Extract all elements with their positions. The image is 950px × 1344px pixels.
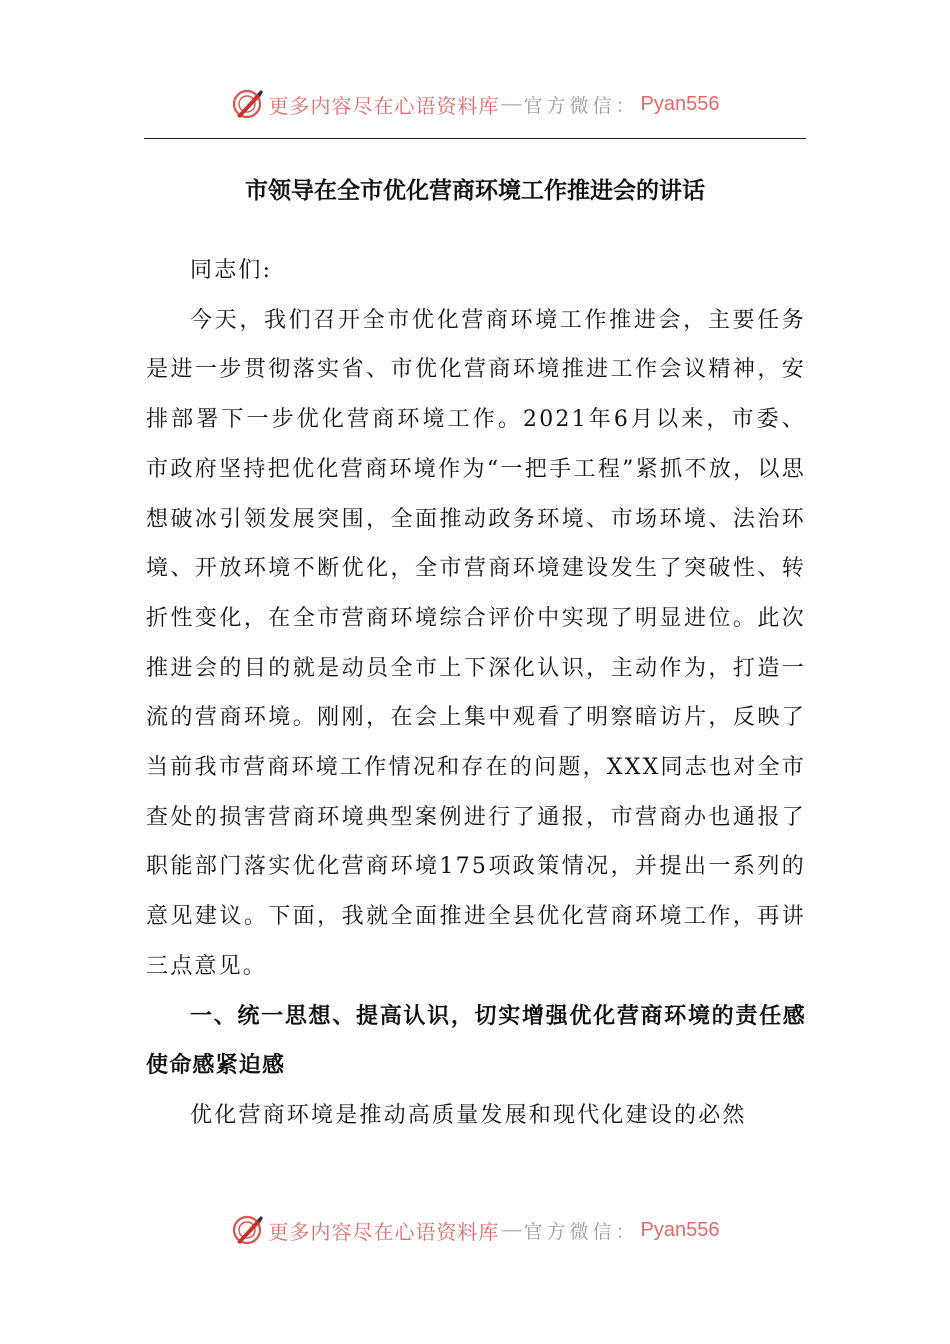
- pen-logo-icon: [231, 87, 265, 121]
- pen-logo-icon: [231, 1213, 265, 1247]
- header-divider: [144, 138, 806, 139]
- document-body: [146, 246, 806, 1141]
- paragraph-2: 优化营商环境是推动高质量发展和现代化建设的必然: [190, 1102, 747, 1128]
- banner-dash: —: [501, 92, 522, 115]
- banner-wechat-id: Pyan556: [640, 92, 720, 115]
- banner-text: 更多内容尽在心语资料库: [268, 93, 500, 118]
- banner-text: 更多内容尽在心语资料库: [268, 1219, 500, 1244]
- document-title: 市领导在全市优化营商环境工作推进会的讲话: [245, 177, 705, 204]
- salutation: 同志们:: [190, 258, 273, 283]
- banner-wechat-label: 官方微信：: [523, 94, 639, 117]
- banner-dash: —: [501, 1218, 522, 1241]
- section-heading-1: 一、统一思想、提高认识，切实增强优化营商环境的责任感使命感紧迫感: [146, 1003, 806, 1079]
- banner-wechat-label: 官方微信：: [523, 1220, 639, 1243]
- header-banner: [0, 84, 950, 124]
- banner-wechat-id: Pyan556: [640, 1218, 720, 1241]
- paragraph-1: 今天，我们召开全市优化营商环境工作推进会，主要任务是进一步贯彻落实省、市优化营商环境推进工作会议精神，安排部署下一步优化营商环境工作。2021年6月以来，市委、市政府坚持把优化营商环境作为“一把手工程”紧抓不放，以思想破冰引领发展突围，全面推动政务环境、市场环境、法治环境、开放环境不断优化，全市营商环境建设发生了突破性、转折性变化，在全市营商环境综合评价中实现了明显进位。此次推进会的目的就是动员全市上下深化认识，主动作为，打造一流的营商环境。刚刚，在会上集中观看了明察暗访片，反映了当前我市营商环境工作情况和存在的问题，XXX同志也对全市查处的损害营商环境典型案例进行了通报，市营商办也通报了职能部门落实优化营商环境175项政策情况，并提出一系列的意见建议。下面，我就全面推进全县优化营商环境工作，再讲三点意见。: [146, 307, 806, 979]
- footer-banner: [0, 1210, 950, 1250]
